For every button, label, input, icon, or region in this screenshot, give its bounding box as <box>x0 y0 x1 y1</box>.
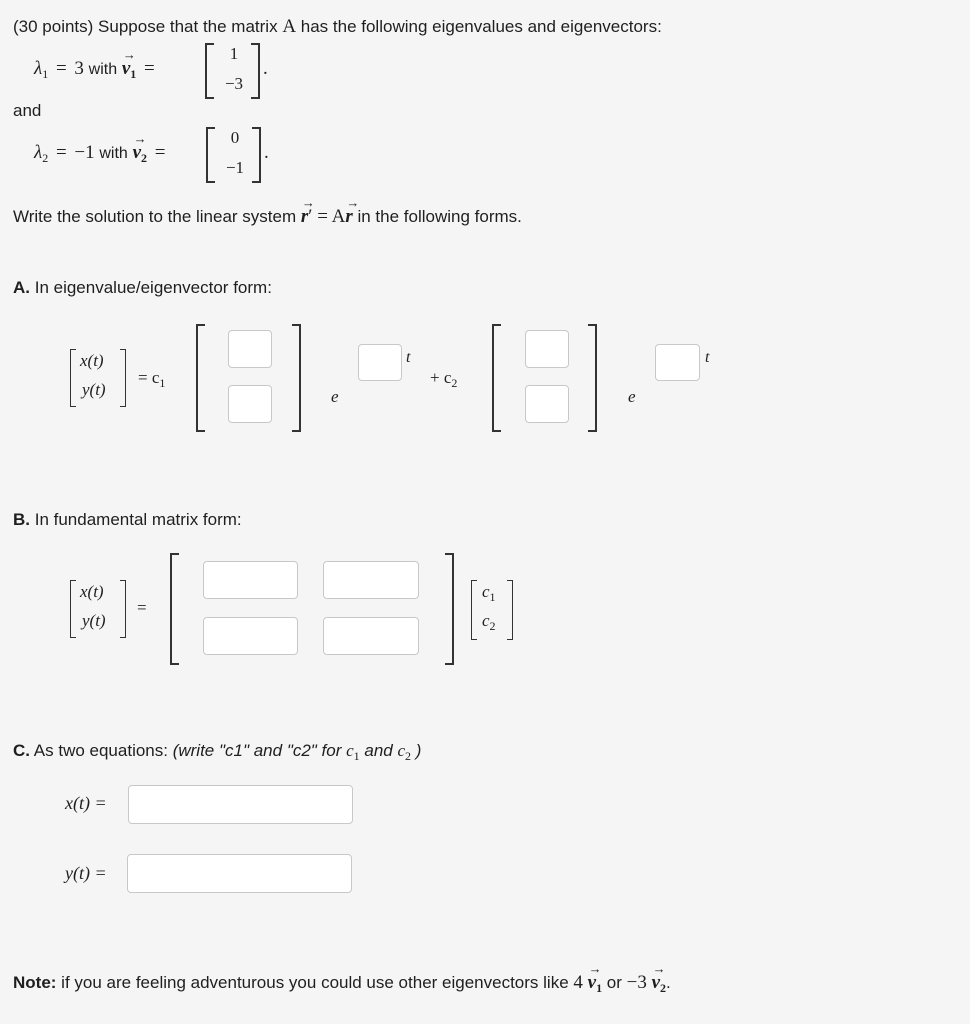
vector-v2-symbol: → v <box>133 142 141 164</box>
part-a-vector2-entry2-input[interactable] <box>525 385 569 423</box>
vector-v1-component-1: 1 <box>229 44 239 63</box>
part-a-c1: = $c_1$ <box>138 368 166 390</box>
part-b-matrix-right-bracket <box>445 553 454 665</box>
part-a-exponent2-input[interactable] <box>655 344 700 381</box>
part-b-xy-right-bracket <box>120 580 126 638</box>
vector-v1-left-bracket <box>205 43 214 99</box>
vector-v1-right-bracket <box>251 43 260 99</box>
part-a-vec2-left-bracket <box>492 324 501 432</box>
part-b-matrix-entry-21-input[interactable] <box>203 617 298 655</box>
part-a-exponent1-input[interactable] <box>358 344 402 381</box>
part-a-xy-right-bracket <box>120 349 126 407</box>
problem-intro: (30 points) Suppose that the matrix A has the following eigenvalues and eigenvectors: <box>13 16 662 37</box>
part-c-y-label: y(t) = <box>65 863 107 883</box>
part-a-vector1-entry2-input[interactable] <box>228 385 272 423</box>
part-b-matrix-left-bracket <box>170 553 179 665</box>
eigenvalue-2-statement: $\lambda_2 = -1$ with → $v_2$ = <box>34 142 165 164</box>
part-a-c2: + $c_2$ <box>430 368 458 390</box>
part-b-matrix-entry-12-input[interactable] <box>323 561 419 599</box>
vector-v1-symbol: → v <box>122 58 130 80</box>
part-b-xy-left-bracket <box>70 580 76 638</box>
part-a-vec1-left-bracket <box>196 324 205 432</box>
vector-r-symbol: → r <box>301 206 308 228</box>
vector-v2-right-bracket <box>252 127 261 183</box>
vector-r-symbol-2: → r <box>345 206 352 228</box>
part-b-matrix-entry-11-input[interactable] <box>203 561 298 599</box>
part-c-x-input[interactable] <box>128 785 353 824</box>
vector-v2-component-1: 0 <box>230 128 240 147</box>
part-a-heading: A. In eigenvalue/eigenvector form: <box>13 278 272 297</box>
vector-v1-component-2: −3 <box>224 74 244 93</box>
part-a-vec2-right-bracket <box>588 324 597 432</box>
vector-v2-left-bracket <box>206 127 215 183</box>
part-b-c-left-bracket <box>471 580 477 640</box>
and-text: and <box>13 101 42 120</box>
page: (30 points) Suppose that the matrix A has the following eigenvalues and eigenvectors: $\lambda_1 = 3$ with → $v_1$ = 1 −3 . and $\lambda_2 = -1$ with → $v_2$ = 0 −1 . Write the solution to the linear system → r′ = A→ r in the following forms. A. In eigenvalue/eigenvector form: x(t) y(t) = $c_1$ e t + $c_2$ e t B. In fundamental matrix form: x(t) y(t) = $c_1$ $c_2$ C. As two equations: (write "c1" and "c2" for $c_1$ and $c_2$ ) x(t) = y(t) = Note: if you are feeling adventurous you could use other eigenvectors like $4 \to v_1$ or $-3 \to v_2$. <box>0 0 970 1024</box>
part-b-heading: B. In fundamental matrix form: <box>13 510 242 529</box>
part-a-vector2-entry1-input[interactable] <box>525 330 569 368</box>
part-c-x-label: x(t) = <box>65 793 107 813</box>
system-statement: Write the solution to the linear system → r′ = A→ r in the following forms. <box>13 206 522 228</box>
part-c-heading: C. As two equations: (write "c1" and "c2" for $c_1$ and $c_2$ ) <box>13 741 422 763</box>
note: Note: if you are feeling adventurous you could use other eigenvectors like $4 \to v_1$ or $-3 \to v_2$. <box>13 972 671 994</box>
part-b-matrix-entry-22-input[interactable] <box>323 617 419 655</box>
part-b-c-right-bracket <box>507 580 513 640</box>
part-a-xy-left-bracket <box>70 349 76 407</box>
eigenvalue-1-statement: $\lambda_1 = 3$ with → $v_1$ = <box>34 58 155 80</box>
part-a-vector1-entry1-input[interactable] <box>228 330 272 368</box>
note-vector-v2-symbol: → v <box>652 972 660 994</box>
vector-v2-component-2: −1 <box>225 158 245 177</box>
part-a-vec1-right-bracket <box>292 324 301 432</box>
part-c-y-input[interactable] <box>127 854 352 893</box>
note-vector-v1-symbol: → v <box>588 972 596 994</box>
